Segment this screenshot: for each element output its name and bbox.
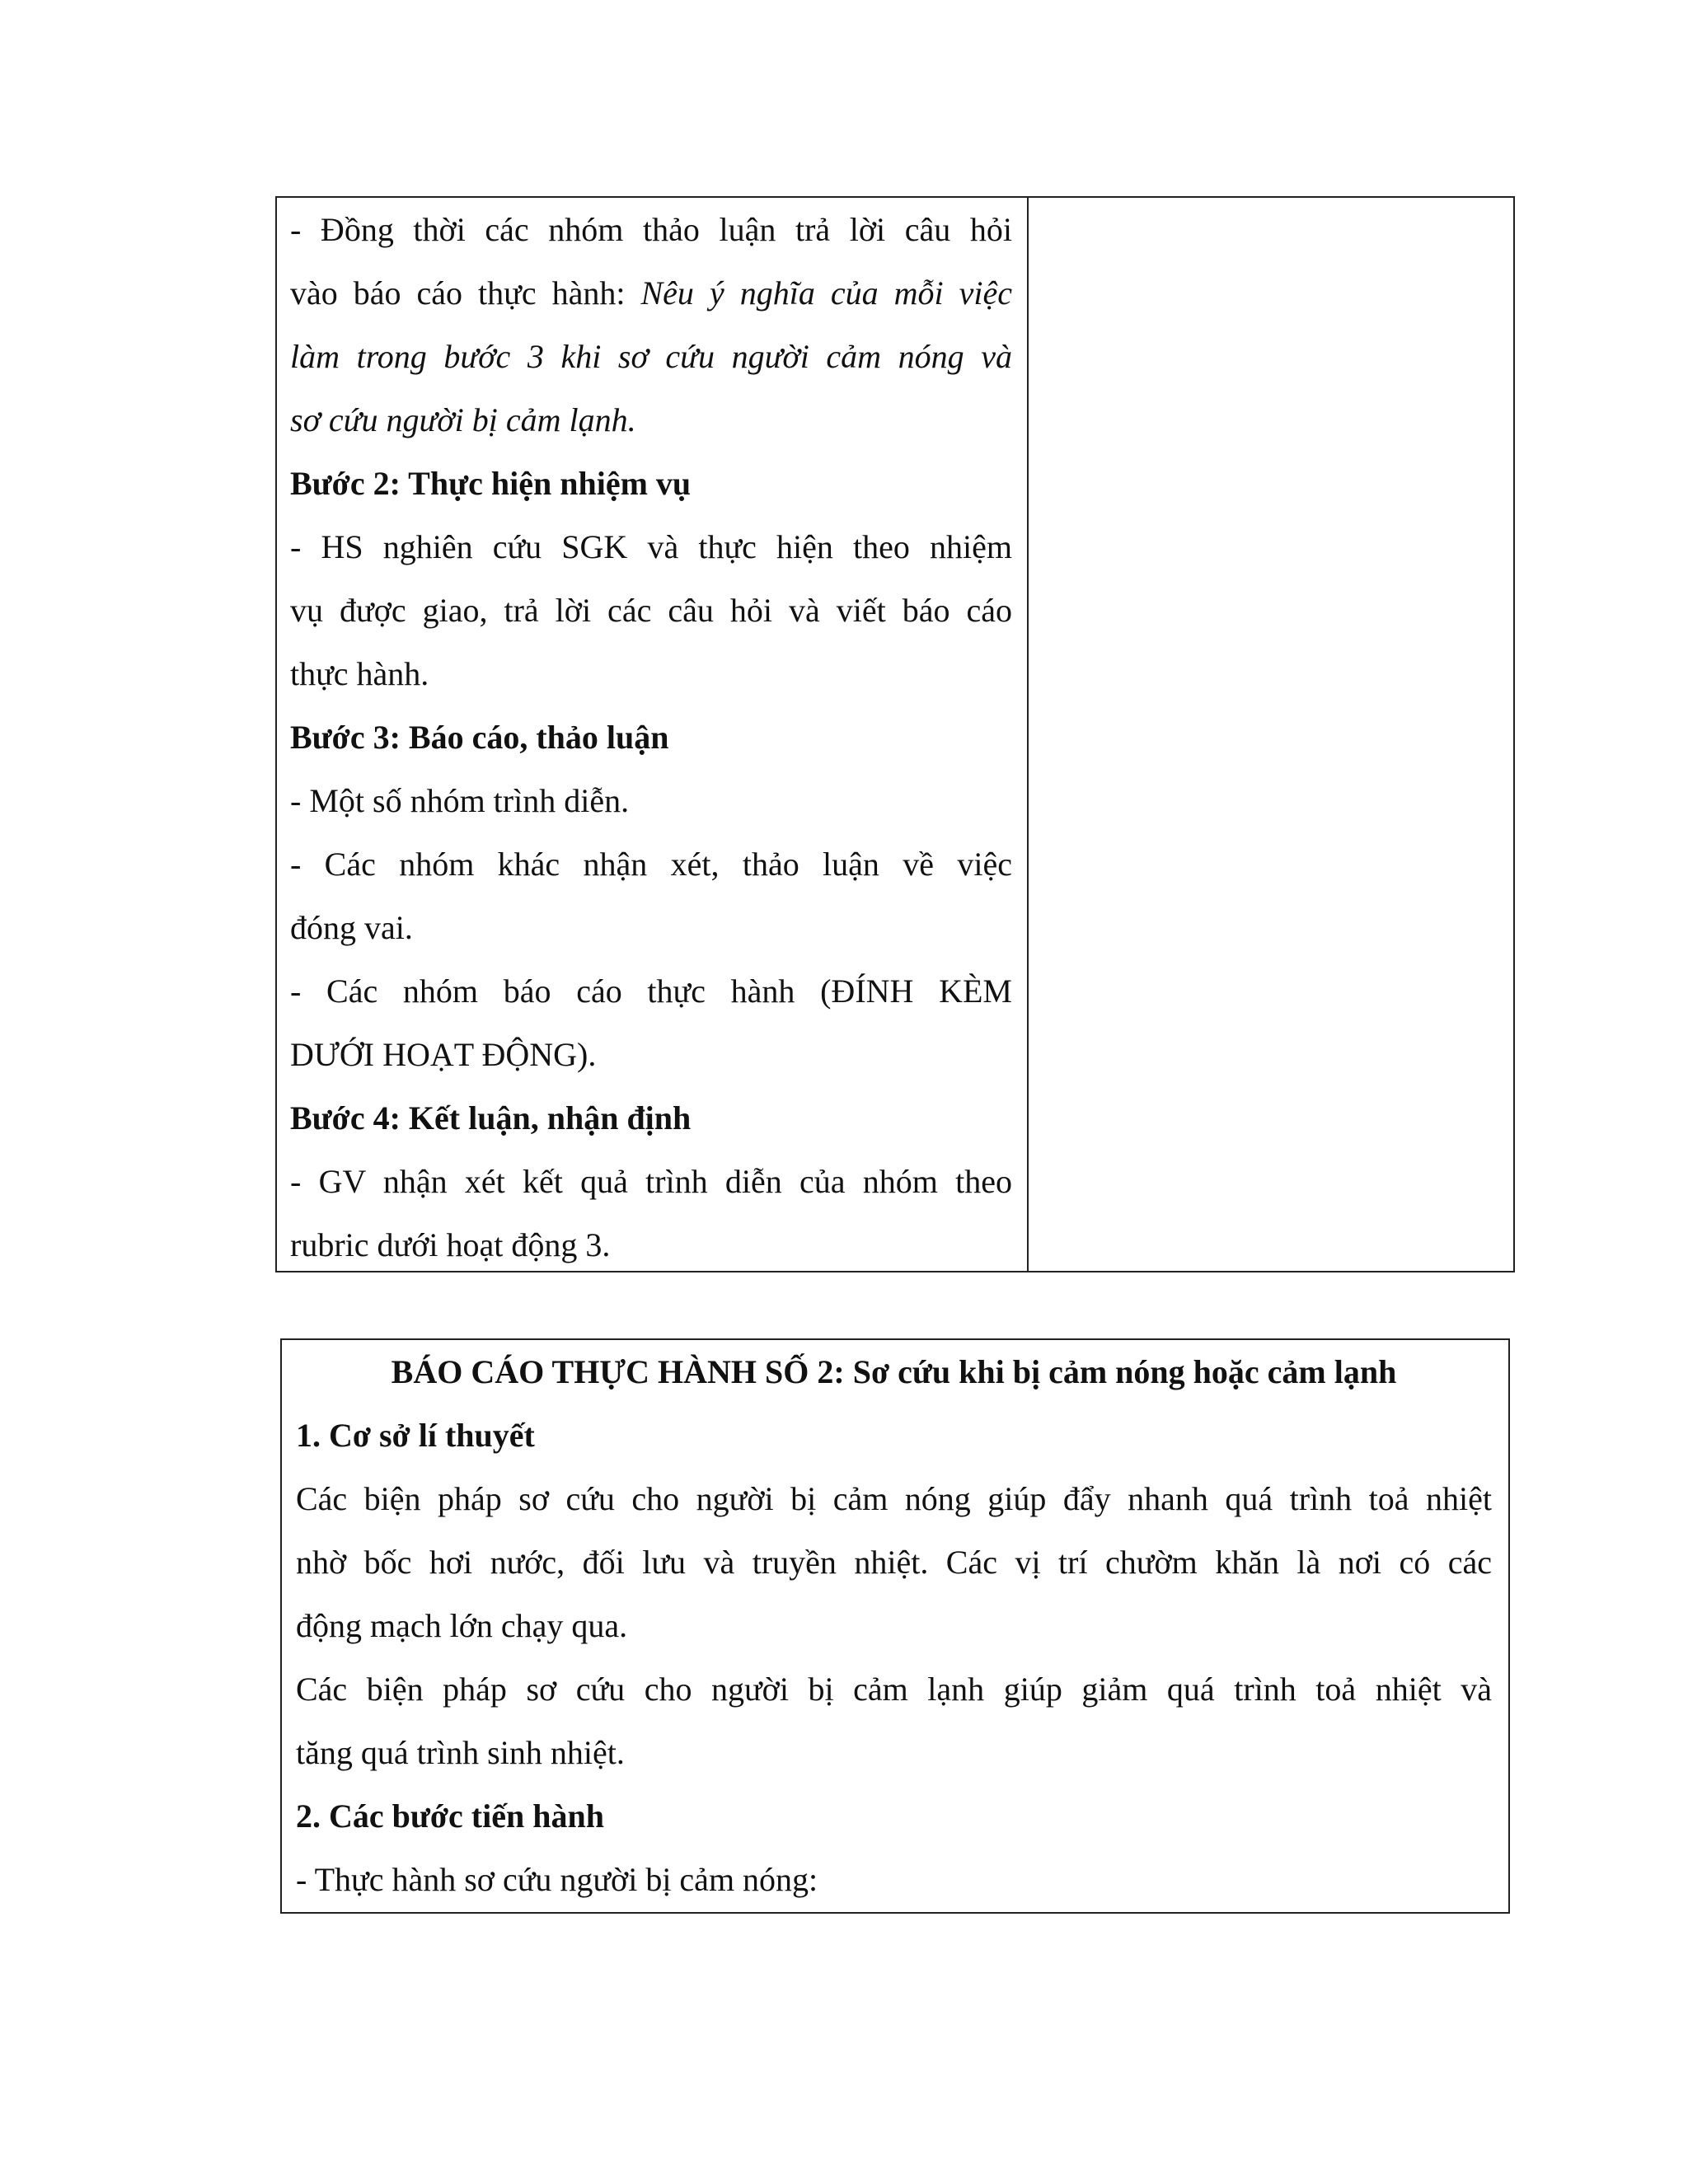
step-heading: Bước 4: Kết luận, nhận định [290,1099,692,1137]
text-line: - Đồng thời các nhóm thảo luận trả lời câu hỏi [290,211,1012,248]
text-line: tăng quá trình sinh nhiệt. [296,1734,625,1771]
text-line: - Một số nhóm trình diễn. [290,782,630,819]
text-line: thực hành. [290,655,429,692]
text-span: vào báo cáo thực hành: [290,274,641,312]
text-line: Các biện pháp sơ cứu cho người bị cảm lạnh giúp giảm quá trình toả nhiệt và [296,1671,1492,1708]
step-heading: Bước 3: Báo cáo, thảo luận [290,719,669,756]
activity-steps-cell [277,198,1029,1271]
text-line: DƯỚI HOẠT ĐỘNG). [290,1036,597,1073]
step-heading: Bước 2: Thực hiện nhiệm vụ [290,465,692,502]
question-text: Nêu ý nghĩa của mỗi việc [640,274,1012,312]
text-line: rubric dưới hoạt động 3. [290,1226,611,1263]
text-line: vụ được giao, trả lời các câu hỏi và viết báo cáo [290,592,1012,629]
text-line: - Các nhóm báo cáo thực hành (ĐÍNH KÈM [290,972,1012,1010]
section-heading: 1. Cơ sở lí thuyết [296,1417,535,1454]
text-line: - HS nghiên cứu SGK và thực hiện theo nhiệm [290,528,1012,565]
section-heading: 2. Các bước tiến hành [296,1797,604,1835]
text-line: - Các nhóm khác nhận xét, thảo luận về việc [290,846,1012,883]
practice-report-box [280,1338,1510,1914]
empty-content-cell [1029,198,1513,1271]
text-line: Các biện pháp sơ cứu cho người bị cảm nóng giúp đẩy nhanh quá trình toả nhiệt [296,1480,1492,1517]
text-line: - Thực hành sơ cứu người bị cảm nóng: [296,1861,818,1898]
activity-table [275,196,1515,1272]
text-line: nhờ bốc hơi nước, đối lưu và truyền nhiệt. Các vị trí chườm khăn là nơi có các [296,1544,1492,1581]
question-text: làm trong bước 3 khi sơ cứu người cảm nóng và [290,338,1012,375]
report-title: BÁO CÁO THỰC HÀNH SỐ 2: Sơ cứu khi bị cảm nóng hoặc cảm lạnh [391,1353,1397,1390]
text-line: - GV nhận xét kết quả trình diễn của nhóm theo [290,1163,1012,1200]
question-text: sơ cứu người bị cảm lạnh. [290,401,636,438]
text-line: đóng vai. [290,909,413,946]
text-line: động mạch lớn chạy qua. [296,1607,628,1644]
text-line [290,261,1012,325]
